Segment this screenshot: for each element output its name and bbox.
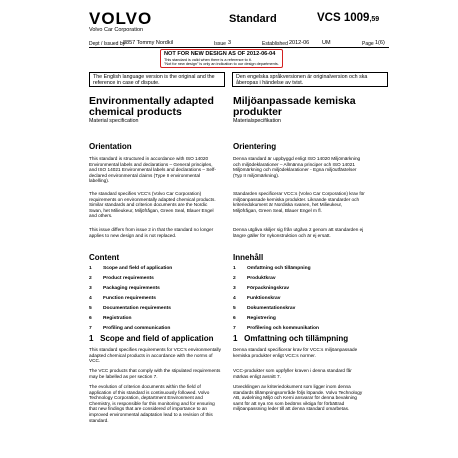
company-name: Volvo Car Corporation: [89, 27, 144, 33]
subtitle-sv: Materialspecifikation: [233, 118, 281, 124]
language-note-sv: Den engelska språkversionen är originalversion och ska åberopas i händelse av tvist.: [232, 72, 388, 87]
orientation-p3-en: This issue differs from issue 2 in that the standard no longer applies to new design and is not replaced.: [89, 227, 214, 238]
language-note-en: The English language version is the original and the reference in case of dispute.: [89, 72, 225, 87]
orientation-p3-sv: Denna utgåva skiljer sig från utgåva 2 genom att standarden ej längre gäller för nykonstruktion och är ej ersatt.: [233, 227, 364, 238]
page-value: 1(6): [375, 40, 385, 46]
scope-p2-sv: VCC-produkter som uppfyller kraven i denna standard får märkas enligt avsnitt 7.: [233, 368, 352, 379]
title-en: Environmentally adapted chemical products: [89, 95, 214, 118]
established-value: 2012-06: [289, 40, 310, 46]
notice-line-2: "Not for new design" is only an indication to our design departments.: [164, 62, 279, 66]
document-type: Standard: [229, 13, 277, 25]
established-label: Established: [262, 41, 288, 47]
issue-value: 3: [228, 40, 232, 46]
subtitle-en: Material specification: [89, 118, 139, 124]
scope-p1-en: This standard specifies requirements for VCC's environmentally adapted chemical products in accordance with the norms of VCC.: [89, 347, 221, 364]
dept-value: 8857 Tommy Nordkil: [123, 40, 174, 46]
scope-p1-sv: Denna standard specificerar krav för VCC:s miljöanpassade kemiska produkter enligt VCC:s normer.: [233, 347, 358, 358]
scope-p3-en: The evolution of criterion documents within the field of application of this standard is continuously followed. Volvo Technology Corporation, deptartment Environment and Chemistry, is responsible for this monitoring and for ensuring that new findings that are considered of importance to an improved environmental adaptation lead to a revision of this standard.: [89, 384, 215, 423]
document-number-main: VCS 1009: [317, 12, 370, 24]
page-label: Page: [362, 41, 374, 47]
document-number: [317, 12, 379, 24]
title-sv: Miljöanpassade kemiska produkter: [233, 95, 356, 118]
orientation-p2-sv: Standarden specificerar VCC:s (Volvo Car Corporation) krav för miljöanpassade kemiska produkter. Liknande standarder och kriteriedokument är Nordiska svanen, het Milieukeur, Miljöfrågan, Green Seal, Blauer Engel m fl.: [233, 191, 365, 213]
content-heading-sv: Innehåll: [233, 253, 264, 262]
orientation-p2-en: The standard specifies VCC's (Volvo Car Corporation) requirements on environmentally adapted chemical products. Similar standards and criterion documents are the Nordic Swan, het Milieukeur, Miljöfrågan, Green Seal, Blauer Engel and others.: [89, 191, 216, 219]
notice-title: NOT FOR NEW DESIGN AS OF 2012-06-04: [164, 51, 276, 57]
um-value: UM: [322, 40, 331, 46]
scope-p3-sv: Utvecklingen av kriteriedokument som ligger inom denna standards tillämpningsområde följs löpande. Volvo Technology AB, avdelning Miljö och Kemi ansvarar för denna bevakning samt för att nya rön som bedöms viktiga för förbättrad miljöanpassning leder till att denna standard omarbetas.: [233, 384, 363, 412]
scope-heading-en: 1 Scope and field of application: [89, 334, 214, 343]
issue-label: Issue: [214, 41, 226, 47]
orientation-heading-en: Orientation: [89, 142, 132, 151]
dept-label: Dept / Issued by: [89, 41, 126, 47]
document-number-suffix: ,59: [369, 16, 380, 23]
toc-sv: 1 Omfattning och tillämpning 2 Produktkrav 3 Förpackningskrav 4 Funktionskrav 5 Dokumentationskrav 6 Registrering 7 Profilering och kommunikation: [233, 266, 320, 331]
content-heading-en: Content: [89, 253, 120, 262]
orientation-p1-sv: Denna standard är uppbyggd enligt ISO 14020 Miljömärkning och miljödeklarationer – Allmänna principer och ISO 14021 Miljömärkning och miljödeklarationer - Egna miljöutfästelser (Typ II miljömärkning).: [233, 156, 361, 178]
orientation-p1-en: This standard is structured in accordance with ISO 14020 Environmental labels and declarations – General principles, and ISO 14021 Environmental labels and declarations – Self-declared environmental claims (Type II environmental labelling).: [89, 156, 216, 184]
scope-heading-sv: 1 Omfattning och tillämpning: [233, 334, 349, 343]
notice-line-1: This standard is valid when there is a reference to it.: [164, 57, 252, 62]
header-rule: [89, 47, 389, 48]
scope-p2-en: The VCC products that comply with the stipulated requirements may be labelled as per section 7.: [89, 368, 221, 379]
toc-en: 1 Scope and field of application 2 Product requirements 3 Packaging requirements 4 Function requirements 5 Documentation requirements 6 Registration 7 Profiling and communication: [89, 266, 173, 331]
not-for-new-design-notice: [160, 49, 283, 68]
volvo-logo: VOLVO: [89, 9, 153, 28]
orientation-heading-sv: Orientering: [233, 142, 277, 151]
